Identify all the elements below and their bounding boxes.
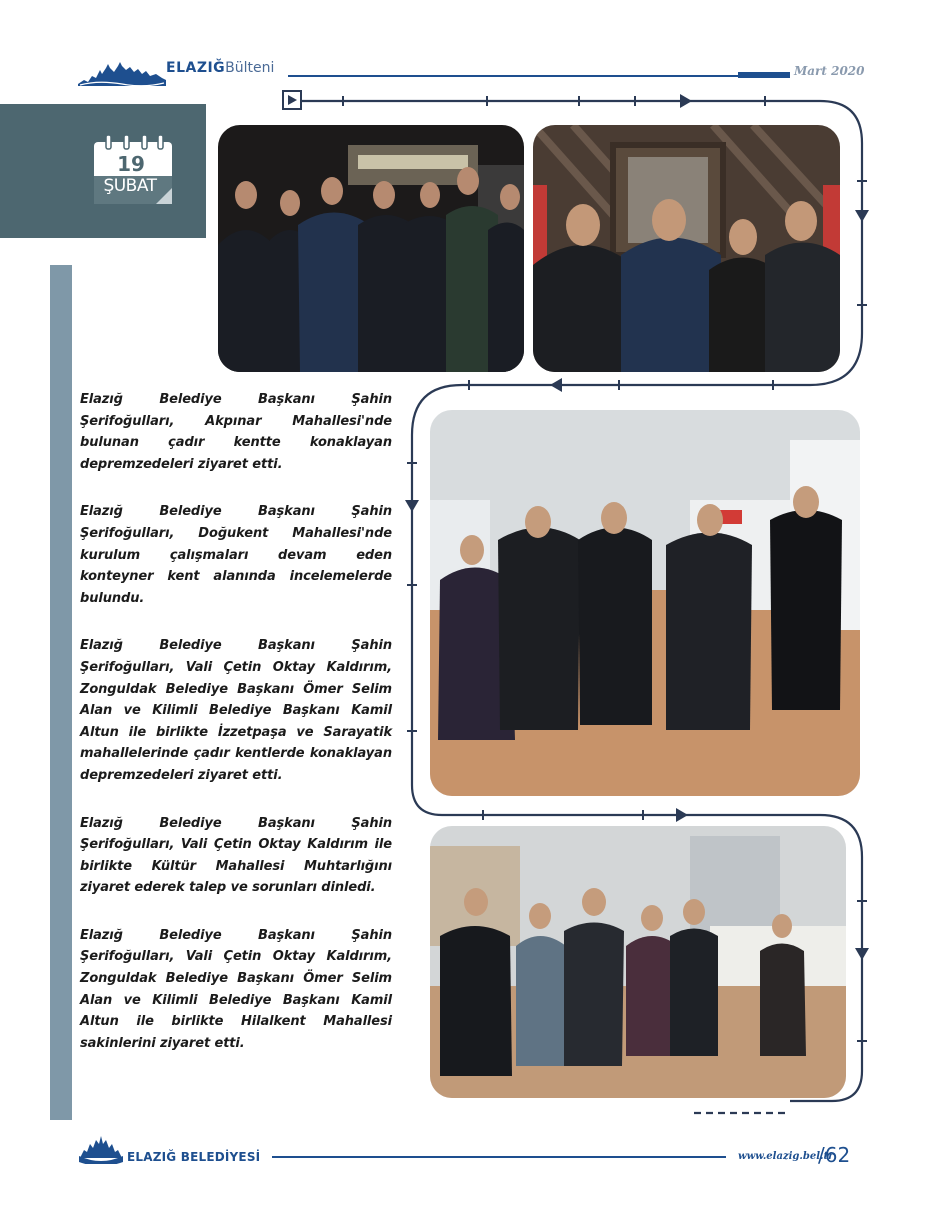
article-paragraph: Elazığ Belediye Başkanı Şahin Şerifoğulları, Vali Çetin Oktay Kaldırım ile birlikte Kültür Mahallesi Muhtarlığını ziyaret ederek talep ve sorunları dinledi. <box>80 815 392 896</box>
article-body <box>80 389 392 1080</box>
issue-date: Mart 2020 <box>794 64 865 78</box>
article-paragraph: Elazığ Belediye Başkanı Şahin Şerifoğulları, Akpınar Mahallesi'nde bulunan çadır kentte konaklayan depremzedeleri ziyaret etti. <box>80 392 392 472</box>
website-link[interactable]: www.elazig.bel.tr <box>738 1151 834 1162</box>
publisher-name: ELAZIĞ BELEDİYESİ <box>127 1150 261 1164</box>
photo-tent-city-walk <box>430 410 860 796</box>
article-paragraph: Elazığ Belediye Başkanı Şahin Şerifoğulları, Vali Çetin Oktay Kaldırım, Zonguldak Belediye Başkanı Ömer Selim Alan ve Kilimli Belediye Başkanı Kamil Altun ile birlikte İzzetpaşa ve Sarayatik mahallelerinde çadır kentlerde konaklayan depremzedeleri ziyaret etti. <box>80 638 392 783</box>
article-paragraph: Elazığ Belediye Başkanı Şahin Şerifoğulları, Vali Çetin Oktay Kaldırım, Zonguldak Belediye Başkanı Ömer Selim Alan ve Kilimli Belediye Başkanı Kamil Altun ile birlikte Hilalkent Mahallesi sakinlerini ziyaret etti. <box>80 927 392 1051</box>
bulletin-brand: ELAZIĞ <box>166 60 226 76</box>
photo-hilalkent-neighbourhood-visit <box>430 826 846 1098</box>
bulletin-suffix: Bülteni <box>225 60 275 76</box>
page-number: /62 <box>818 1143 851 1167</box>
date-day: 19 <box>117 152 145 176</box>
footer-rule <box>272 1156 726 1158</box>
date-month: ŞUBAT <box>103 176 157 196</box>
photo-container-city-inspection <box>533 125 840 372</box>
photo-night-tent-city-visit <box>218 125 524 372</box>
article-paragraph: Elazığ Belediye Başkanı Şahin Şerifoğulları, Doğukent Mahallesi'nde kurulum çalışmaları devam eden konteyner kent alanında incelemelerde bulundu. <box>80 504 392 606</box>
municipality-logo-icon <box>78 1134 124 1164</box>
